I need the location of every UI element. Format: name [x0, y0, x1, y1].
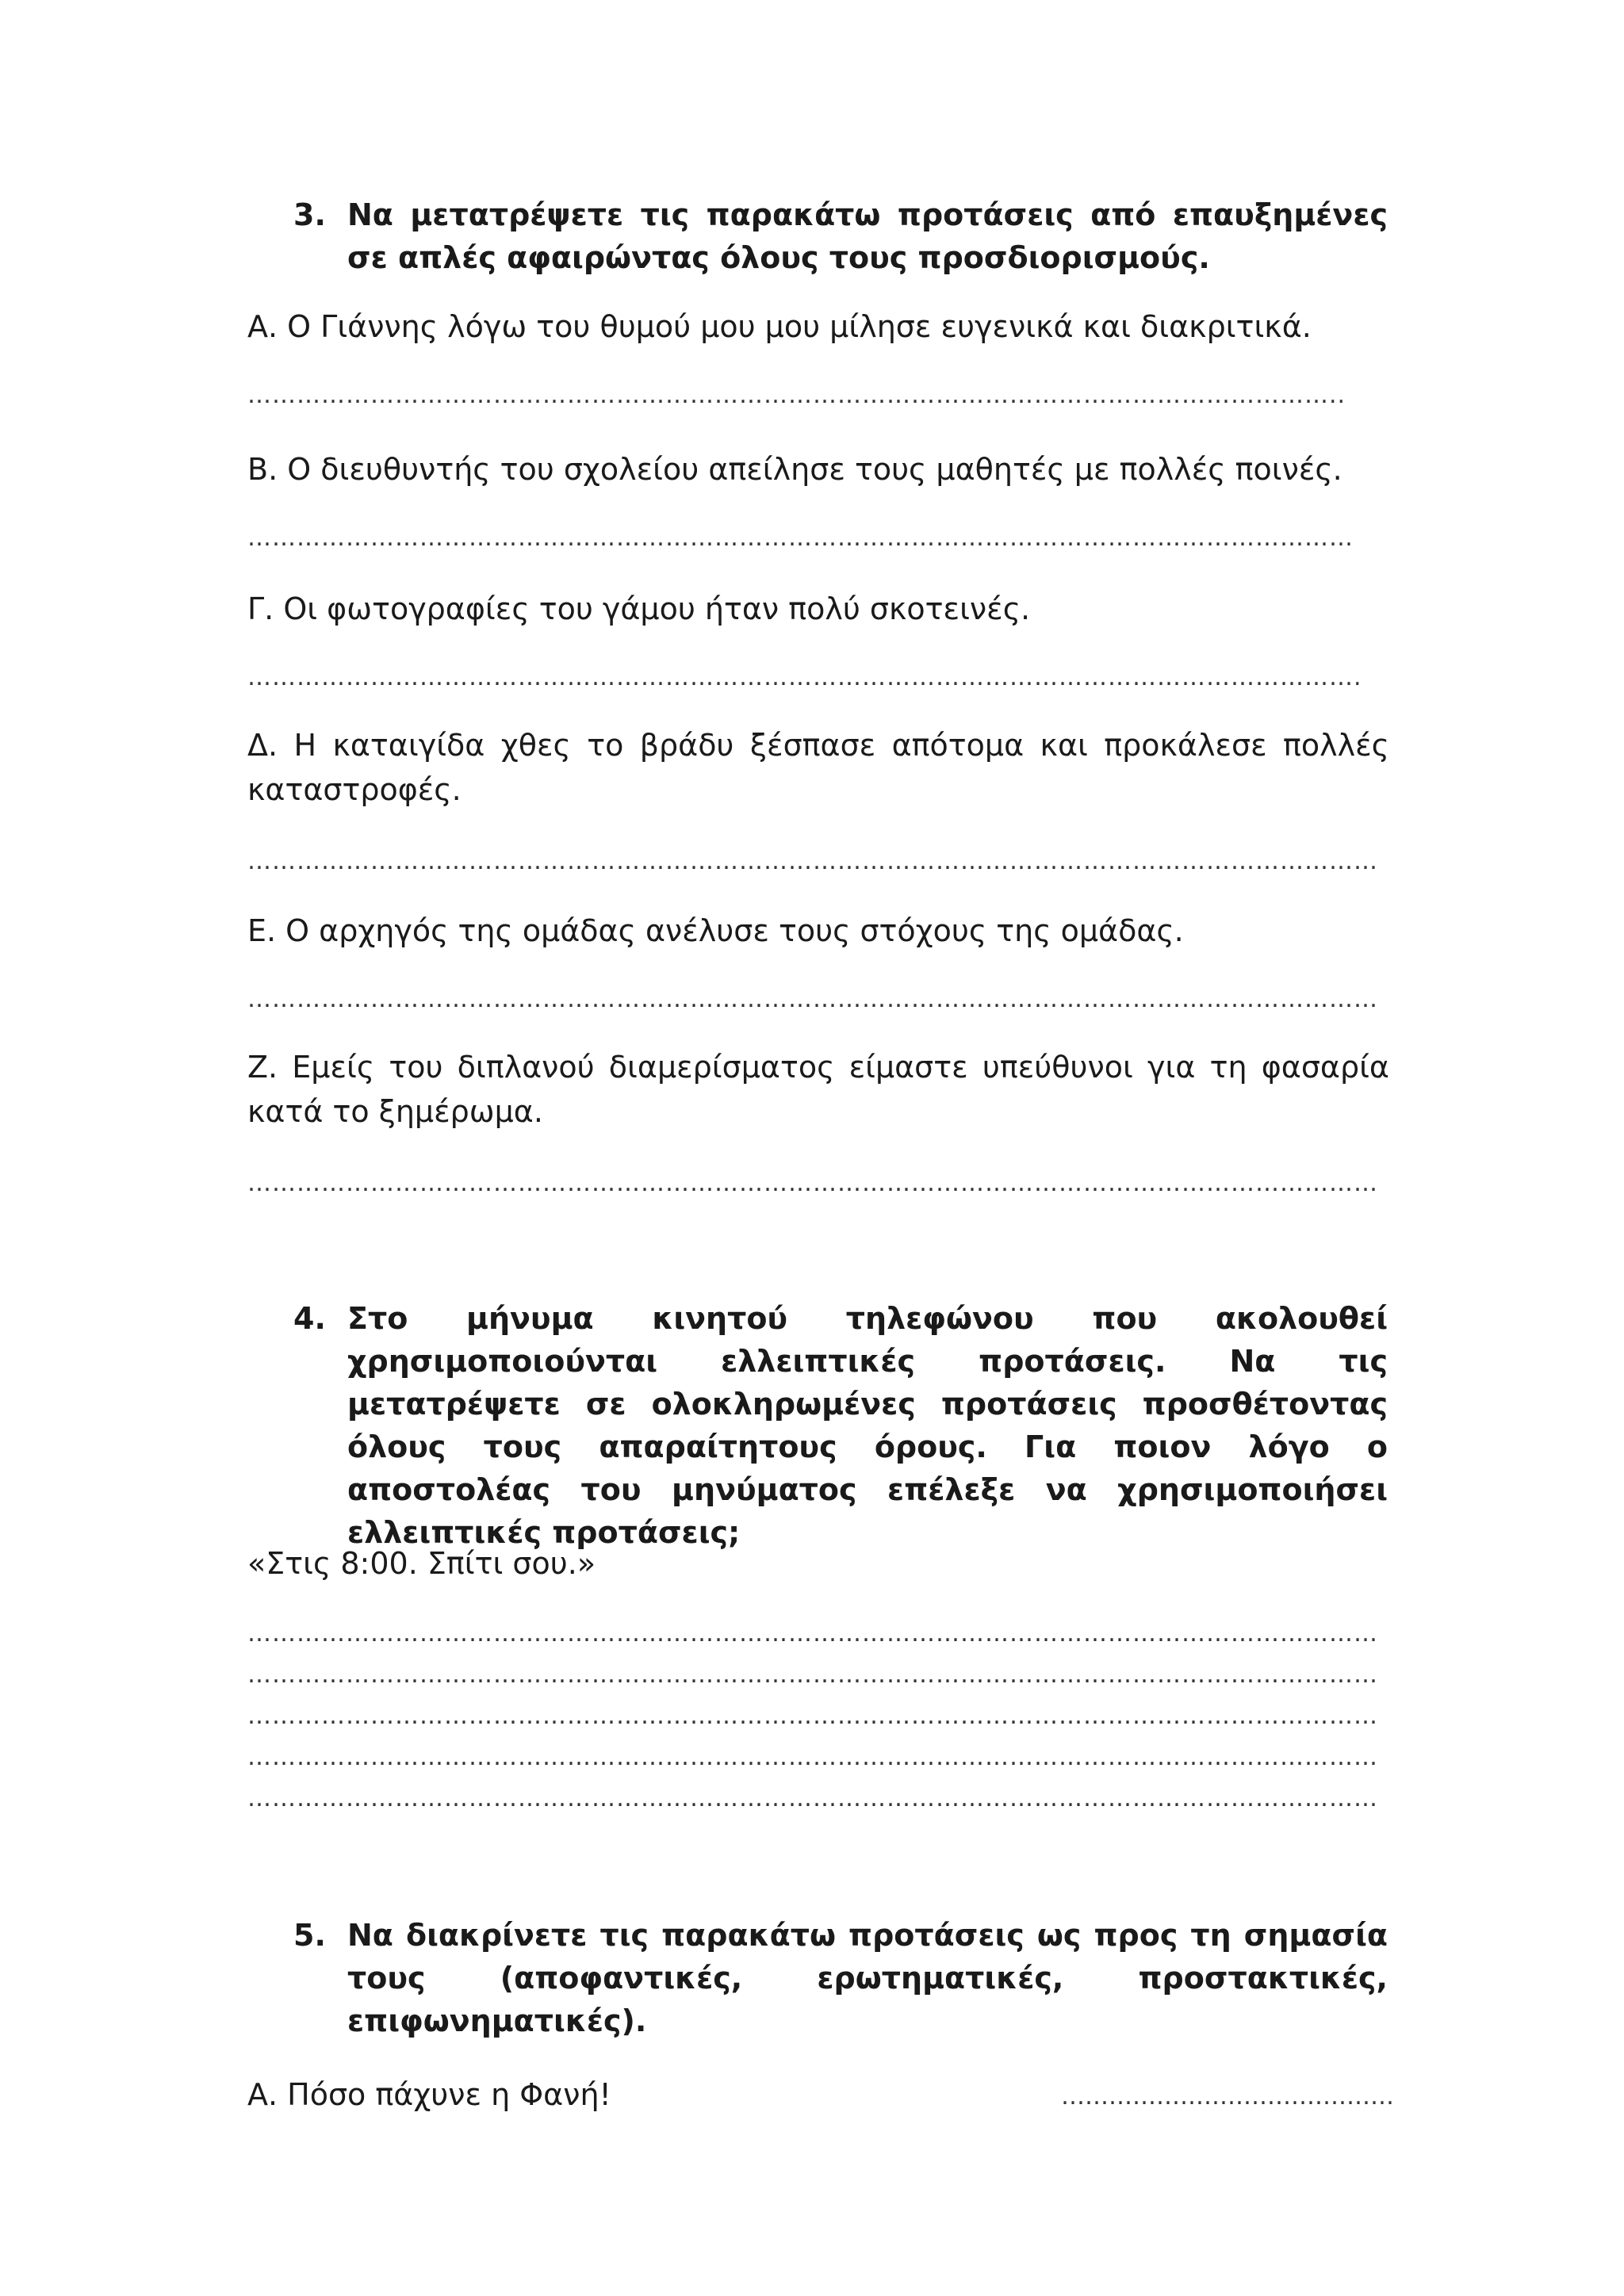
answer-line[interactable]: ………………………………………………………………………………………………………………………: [247, 526, 1354, 550]
answer-line[interactable]: ……………………………………………………………………………………………………………………….: [247, 666, 1362, 690]
answer-line[interactable]: …………………………………………………………………………………………………………………………: [247, 1663, 1378, 1687]
question-text: Στο μήνυμα κινητού τηλεφώνου που ακολουθεί χρησιμοποιούνται ελλειπτικές προτάσεις. Να τις μετατρέψετε σε ολοκληρωμένες προτάσεις προσθέτοντας όλους τους απαραίτητους όρους. Για ποιον λόγο ο αποστολέας του μηνύματος επέλεξε να χρησιμοποιήσει ελλειπτικές προτάσεις;: [347, 1301, 1388, 1550]
question-number: 3.: [293, 197, 326, 232]
sentence-z: Ζ. Εμείς του διπλανού διαμερίσματος είμαστε υπεύθυνοι για τη φασαρία κατά το ξημέρωμα.: [247, 1050, 1389, 1129]
sentence-b: Β. Ο διευθυντής του σχολείου απείλησε τους μαθητές με πολλές ποινές.: [247, 452, 1342, 487]
sentence-q5-a: Α. Πόσο πάχυνε η Φανή!: [247, 2077, 611, 2112]
answer-line[interactable]: …………………………………………………………………………………………………………………………: [247, 1622, 1378, 1646]
question-3: [293, 193, 1388, 279]
answer-line[interactable]: …………………………………………………………………………………………………………………………: [247, 1746, 1378, 1770]
question-4: [293, 1297, 1388, 1554]
answer-line[interactable]: …………………………………………………………………………………………………………………………: [247, 1787, 1378, 1811]
answer-line[interactable]: …………………………………………………………………………………………………………………………: [247, 988, 1378, 1012]
answer-line[interactable]: …………………………………………………………………………………………………………………………: [247, 1705, 1378, 1728]
question-number: 5.: [293, 1918, 326, 1953]
question-5: [293, 1914, 1388, 2042]
sentence-d: Δ. Η καταιγίδα χθες το βράδυ ξέσπασε απότομα και προκάλεσε πολλές καταστροφές.: [247, 728, 1389, 807]
answer-blank[interactable]: ……………………………………: [1061, 2085, 1394, 2109]
question-number: 4.: [293, 1301, 326, 1336]
answer-line[interactable]: ……………………………………………………………………………………………………………………..: [247, 384, 1346, 408]
answer-line[interactable]: …………………………………………………………………………………………………………………………: [247, 850, 1378, 874]
sentence-a: Α. Ο Γιάννης λόγω του θυμού μου μου μίλησε ευγενικά και διακριτικά.: [247, 309, 1312, 344]
sentence-c: Γ. Οι φωτογραφίες του γάμου ήταν πολύ σκοτεινές.: [247, 591, 1031, 626]
sentence-e: Ε. Ο αρχηγός της ομάδας ανέλυσε τους στόχους της ομάδας.: [247, 913, 1184, 948]
question-text: Να διακρίνετε τις παρακάτω προτάσεις ως προς τη σημασία τους (αποφαντικές, ερωτηματικές, προστακτικές, επιφωνηματικές).: [347, 1918, 1388, 2038]
sms-message: «Στις 8:00. Σπίτι σου.»: [247, 1546, 596, 1581]
question-text: Να μετατρέψετε τις παρακάτω προτάσεις από επαυξημένες σε απλές αφαιρώντας όλους τους προσδιορισμούς.: [347, 197, 1388, 275]
answer-line[interactable]: …………………………………………………………………………………………………………………………: [247, 1172, 1378, 1196]
